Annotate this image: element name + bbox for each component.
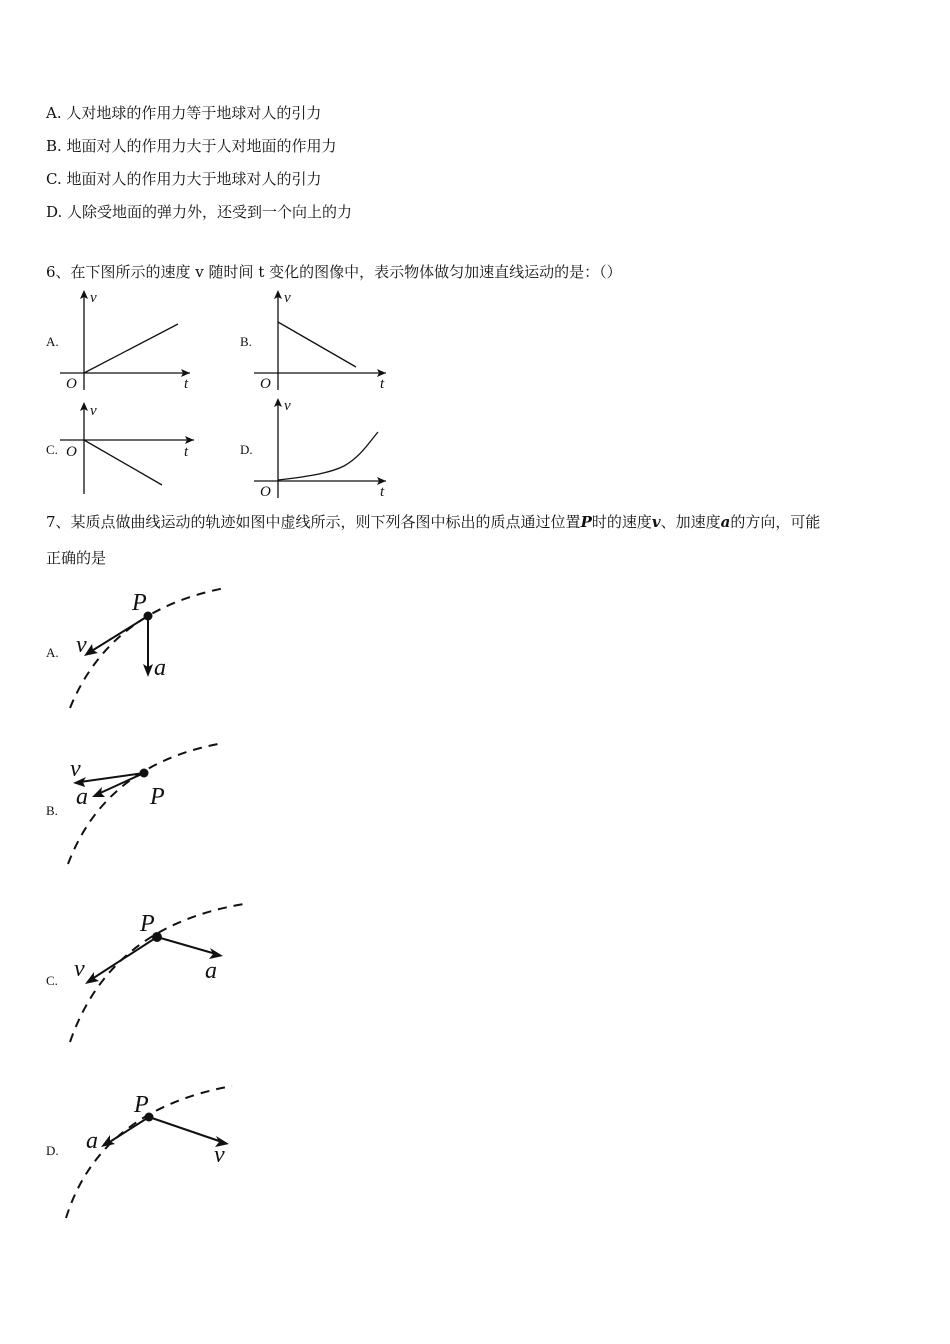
q7-c-acc: a xyxy=(205,958,217,984)
q6-label-a: A. xyxy=(46,334,59,349)
q7-stem xyxy=(46,511,820,532)
q7-stem-acc: a xyxy=(720,513,731,531)
q7-figure-b xyxy=(0,738,260,878)
q6-c-origin: O xyxy=(66,444,77,460)
q7-b-vel: v xyxy=(70,756,81,782)
q7-label-a: A. xyxy=(46,645,59,660)
q7-label-c: C. xyxy=(46,973,58,988)
q6-graph-b xyxy=(254,286,394,392)
q7-stem-b: 时的速度 xyxy=(591,513,652,531)
q7-b-point: P xyxy=(150,784,165,810)
q5-option-a: A. 人对地球的作用力等于地球对人的引力 xyxy=(46,104,322,122)
q5-option-d: D. 人除受地面的弹力外，还受到一个向上的力 xyxy=(46,203,353,221)
q7-d-acc: a xyxy=(86,1128,98,1154)
q6-graph-d xyxy=(254,396,394,500)
q6-b-axis-v: v xyxy=(284,290,291,306)
q6-d-axis-v: v xyxy=(284,398,291,414)
q6-a-axis-v: v xyxy=(90,290,97,306)
q7-label-b: B. xyxy=(46,803,58,818)
q7-a-vel: v xyxy=(76,632,87,658)
q7-d-vel: v xyxy=(214,1142,225,1168)
q6-label-c: C. xyxy=(46,442,58,457)
q7-figure-d xyxy=(0,1080,260,1225)
q6-c-axis-t: t xyxy=(184,444,189,460)
q5-option-b: B. 地面对人的作用力大于人对地面的作用力 xyxy=(46,137,337,155)
q7-stem-line2: 正确的是 xyxy=(46,549,107,567)
q6-graph-c xyxy=(60,398,200,498)
q6-label-b: B. xyxy=(240,334,252,349)
q7-stem-a: 7、某质点做曲线运动的轨迹如图中虚线所示，则下列各图中标出的质点通过位置 xyxy=(46,513,581,531)
q7-d-point: P xyxy=(134,1092,149,1118)
q7-stem-v: v xyxy=(651,513,661,531)
q6-a-axis-t: t xyxy=(184,376,189,392)
q6-d-origin: O xyxy=(260,484,271,500)
q7-label-d: D. xyxy=(46,1143,59,1158)
q6-c-axis-v: v xyxy=(90,403,97,419)
q7-stem-p: P xyxy=(580,513,592,531)
q6-b-origin: O xyxy=(260,376,271,392)
q7-a-acc: a xyxy=(154,655,166,681)
q7-b-acc: a xyxy=(76,784,88,810)
q6-graph-a xyxy=(60,286,200,392)
q6-a-origin: O xyxy=(66,376,77,392)
q5-option-c: C. 地面对人的作用力大于地球对人的引力 xyxy=(46,170,322,188)
q6-label-d: D. xyxy=(240,442,253,457)
q6-d-axis-t: t xyxy=(380,484,385,500)
q6-stem: 6、在下图所示的速度 v 随时间 t 变化的图像中，表示物体做匀加速直线运动的是：（） xyxy=(46,263,622,281)
q7-stem-c: 、加速度 xyxy=(660,513,721,531)
q7-c-vel: v xyxy=(74,956,85,982)
q6-b-axis-t: t xyxy=(380,376,385,392)
q7-c-point: P xyxy=(140,911,155,937)
q7-figure-c xyxy=(0,898,260,1048)
q7-a-point: P xyxy=(132,590,147,616)
q7-figure-a xyxy=(0,580,260,720)
q7-stem-d: 的方向，可能 xyxy=(730,513,821,531)
